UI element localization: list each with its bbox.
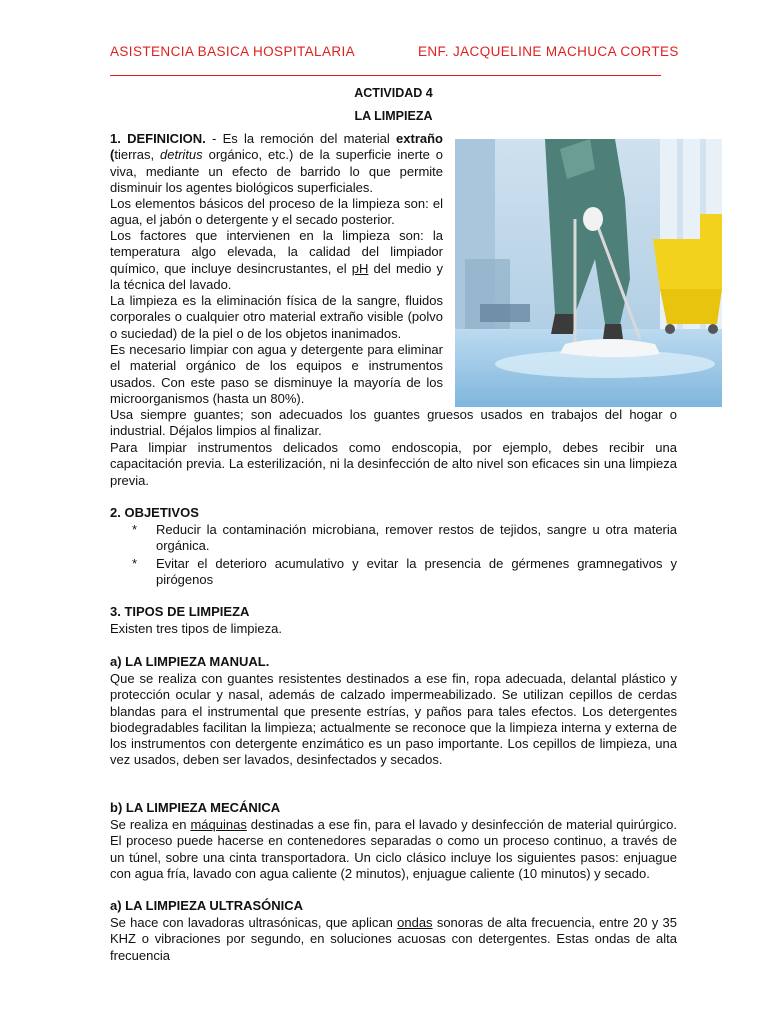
mopping-photo-icon bbox=[455, 139, 722, 407]
factors-text-2: del medio y la técnica del lavado. bbox=[110, 260, 443, 292]
ultrasonic-text-2: sonoras de alta frecuencia, entre 20 y 35 KHZ o vibraciones por segundo, en soluciones acuosas con detergentes. Estas ondas de alta frecuencia bbox=[110, 915, 677, 963]
delicate-instruments-paragraph: Para limpiar instrumentos delicados como endoscopia, por ejemplo, debes recibir una capacitación previa. La esterilización, ni la desinfección de alto nivel son eficaces sin una limpieza previa. bbox=[110, 440, 677, 488]
cleaning-types-heading: 3. TIPOS DE LIMPIEZA bbox=[110, 604, 250, 619]
gloves-paragraph: Usa siempre guantes; son adecuados los guantes gruesos usados en trabajos del hogar o industrial. Déjalos limpios al finalizar. bbox=[110, 407, 677, 439]
header-divider bbox=[110, 75, 661, 76]
manual-cleaning-paragraph: Que se realiza con guantes resistentes destinados a ese fin, ropa adecuada, delantal plástico y protección ocular y nasal, además de calzado impermeabilizado. Se utilizan cepillos de cerdas blandas para el instrumental que presente estrías, y paños para tales efectos. Los detergentes biodegradables facilitan la limpieza; actualmente se reconoce que la limpieza interna y externa de los instrumentos con detergente enzimático es un paso importante. Los cepillos de limpieza, una vez usados, deben ser lavados, desinfectados y secados. bbox=[110, 671, 677, 768]
objective-text-1: Reducir la contaminación microbiana, remover restos de tejidos, sangre u otra materia orgánica. bbox=[156, 522, 677, 554]
mopping-floor-photo bbox=[455, 139, 722, 407]
factors-paragraph bbox=[110, 228, 443, 293]
manual-cleaning-heading: a) LA LIMPIEZA MANUAL. bbox=[110, 654, 270, 669]
definition-text-1: - Es la remoción del material bbox=[205, 131, 397, 146]
ultrasonic-cleaning-heading: a) LA LIMPIEZA ULTRASÓNICA bbox=[110, 898, 304, 913]
objective-item-2 bbox=[132, 556, 677, 589]
mechanical-cleaning-paragraph bbox=[110, 817, 677, 882]
objectives-heading: 2. OBJETIVOS bbox=[110, 505, 199, 520]
mechanical-text-1: Se realiza en bbox=[110, 817, 191, 832]
bullet-star-icon: * bbox=[132, 522, 138, 537]
water-detergent-paragraph: Es necesario limpiar con agua y detergente para eliminar el material orgánico de los equipos e instrumentos usados. Con este paso se disminuye la mayoría de los microorganismos (hasta un 80%). bbox=[110, 342, 443, 406]
topic-title: LA LIMPIEZA bbox=[354, 109, 433, 123]
machines-link[interactable]: máquinas bbox=[190, 817, 247, 832]
ultrasonic-cleaning-paragraph bbox=[110, 915, 677, 964]
definition-italic-word: detritus bbox=[160, 147, 203, 163]
bullet-star-icon: * bbox=[132, 556, 138, 571]
waves-link[interactable]: ondas bbox=[397, 915, 433, 930]
activity-title: ACTIVIDAD 4 bbox=[354, 86, 433, 100]
definition-bold-word: extraño bbox=[396, 131, 443, 146]
factors-text-1: Los factores que intervienen en la limpieza son: la temperatura algo elevada, la calidad del limpiador químico, que incluye desincrustantes, el bbox=[110, 228, 443, 276]
ultrasonic-text-1: Se hace con lavadoras ultrasónicas, que aplican bbox=[110, 915, 398, 930]
header-author: ENF. JACQUELINE MACHUCA CORTES bbox=[418, 44, 679, 59]
cleaning-types-intro: Existen tres tipos de limpieza. bbox=[110, 621, 282, 636]
mechanical-text-2: destinadas a ese fin, para el lavado y desinfección de material quirúrgico. El proceso puede hacerse en contenedores separadas o como un proceso continuo, a través de un túnel, sobre una cinta transportadora. Un ciclo clásico incluye los siguientes pasos: enjuague con agua fría, lavado con agua caliente (2 minutos), enjuague caliente (10 minutos) y secado. bbox=[110, 817, 677, 881]
objective-item-1 bbox=[132, 522, 677, 555]
definition-text-3: orgánico, etc.) de la superficie inerte o viva, mediante un efecto de barrido lo que permite disminuir los agentes biológicos superficiales. bbox=[110, 147, 444, 195]
basic-elements-paragraph: Los elementos básicos del proceso de la limpieza son: el agua, el jabón o detergente y el secado posterior. bbox=[110, 196, 443, 228]
definition-text-2: tierras, bbox=[114, 147, 161, 163]
mechanical-cleaning-heading: b) LA LIMPIEZA MECÁNICA bbox=[110, 800, 281, 815]
physical-removal-paragraph: La limpieza es la eliminación física de la sangre, fluidos corporales o cualquier otro material extraño visible (polvo o suciedad) de la piel o de los objetos inanimados. bbox=[110, 293, 443, 341]
definition-paren: ( bbox=[110, 147, 115, 163]
objective-text-2: Evitar el deterioro acumulativo y evitar la presencia de gérmenes gramnegativos y pirógenos bbox=[156, 556, 677, 588]
definition-paragraph bbox=[110, 131, 443, 196]
header-course-title: ASISTENCIA BASICA HOSPITALARIA bbox=[110, 44, 356, 59]
definition-heading: 1. DEFINICION. bbox=[110, 131, 206, 146]
ph-link[interactable]: pH bbox=[351, 260, 369, 276]
